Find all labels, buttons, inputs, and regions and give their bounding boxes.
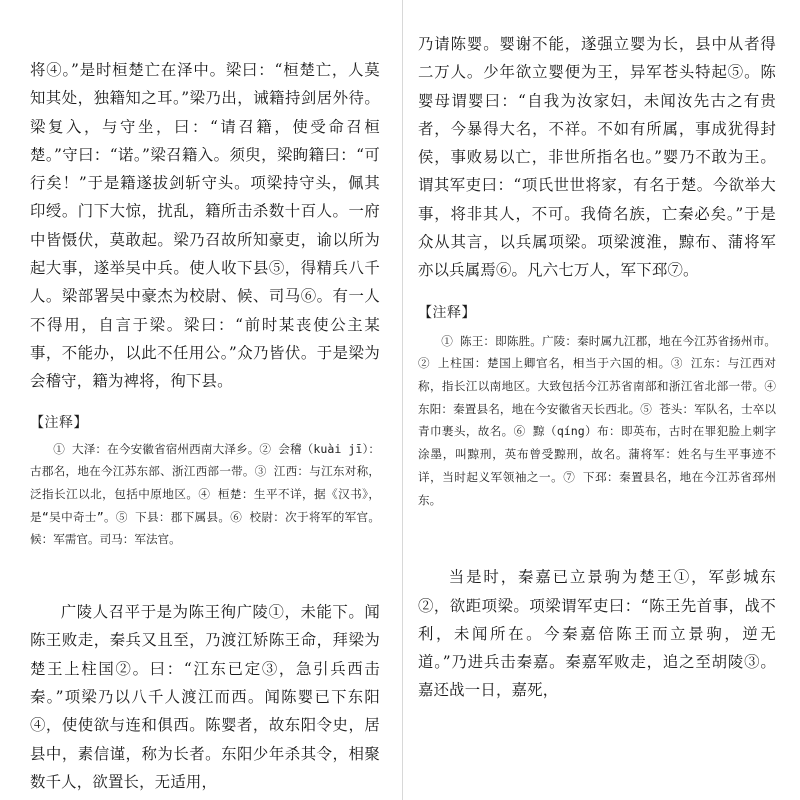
left-column (30, 56, 380, 796)
left-notes-heading: 【注释】 (30, 414, 88, 431)
column-divider (402, 0, 403, 800)
right-paragraph-2: 当是时，秦嘉已立景驹为楚王①，军彭城东②，欲距项梁。项梁谓军吏曰：“陈王先首事，战不利，未闻所在。今秦嘉倍陈王而立景驹，逆无道。”乃进兵击秦嘉。秦嘉军败走，追之至胡陵③。嘉还战一日，嘉死， (418, 568, 776, 700)
left-paragraph-2: 广陵人召平于是为陈王徇广陵①，未能下。闻陈王败走，秦兵又且至，乃渡江矫陈王命，拜梁为楚王上柱国②。曰：“江东已定③，急引兵西击秦。”项梁乃以八千人渡江而西。闻陈婴已下东阳④，使使欲与连和俱西。陈婴者，故东阳令史，居县中，素信谨，称为长者。东阳少年杀其令，相聚数千人，欲置长，无适用， (30, 603, 380, 791)
left-paragraph-1: 将④。”是时桓楚亡在泽中。梁曰：“桓楚亡，人莫知其处，独籍知之耳。”梁乃出，诫籍持剑居外待。梁复入，与守坐，曰：“请召籍，使受命召桓楚。”守曰：“诺。”梁召籍入。须臾，梁眴籍曰：“可行矣！”于是籍遂拔剑斩守头。项梁持守头，佩其印绶。门下大惊，扰乱，籍所击杀数十百人。一府中皆慑伏，莫敢起。梁乃召故所知豪吏，谕以所为起大事，遂举吴中兵。使人收下县⑤，得精兵八千人。梁部署吴中豪杰为校尉、候、司马⑥。有一人不得用，自言于梁。梁曰：“前时某丧使公主某事，不能办，以此不任用公。”众乃皆伏。于是梁为会稽守，籍为裨将，徇下县。 (30, 61, 380, 391)
right-notes: ① 陈王：即陈胜。广陵：秦时属九江郡，地在今江苏省扬州市。② 上柱国：楚国上卿官名，相当于六国的相。③ 江东：与江西对称，指长江以南地区。大致包括今江苏省南部和浙江省北部一带。④ 东阳：秦置县名，地在今安徽省天长西北。⑤ 苍头：军队名，士卒以青巾裹头，故名。⑥ 黥（qíng）布：即英布，古时在罪犯脸上刺字涂墨，叫黥刑，英布曾受黥刑，故名。蒲将军：姓名与生平事迹不详，当时起义军领袖之一。⑦ 下邳：秦置县名，地在今江苏省邳州东。 (418, 333, 776, 507)
left-notes: ① 大泽：在今安徽省宿州西南大泽乡。② 会稽（kuài jī）：古郡名，地在今江苏东部、浙江西部一带。③ 江西：与江东对称，泛指长江以北，包括中原地区。④ 桓楚：生平不详，据《汉书》，是“吴中奇士”。⑤ 下县：郡下属县。⑥ 校尉：次于将军的军官。候：军需官。司马：军法官。 (30, 441, 380, 547)
right-notes-heading: 【注释】 (418, 304, 476, 321)
right-paragraph-1: 乃请陈婴。婴谢不能，遂强立婴为长，县中从者得二万人。少年欲立婴便为王，异军苍头特起⑤。陈婴母谓婴曰：“自我为汝家妇，未闻汝先古之有贵者，今暴得大名，不祥。不如有所属，事成犹得封侯，事败易以亡，非世所指名也。”婴乃不敢为王。谓其军吏曰：“项氏世世将家，有名于楚。今欲举大事，将非其人，不可。我倚名族，亡秦必矣。”于是众从其言，以兵属项梁。项梁渡淮，黥布、蒲将军亦以兵属焉⑥。凡六七万人，军下邳⑦。 (418, 35, 776, 280)
right-column (418, 30, 776, 705)
